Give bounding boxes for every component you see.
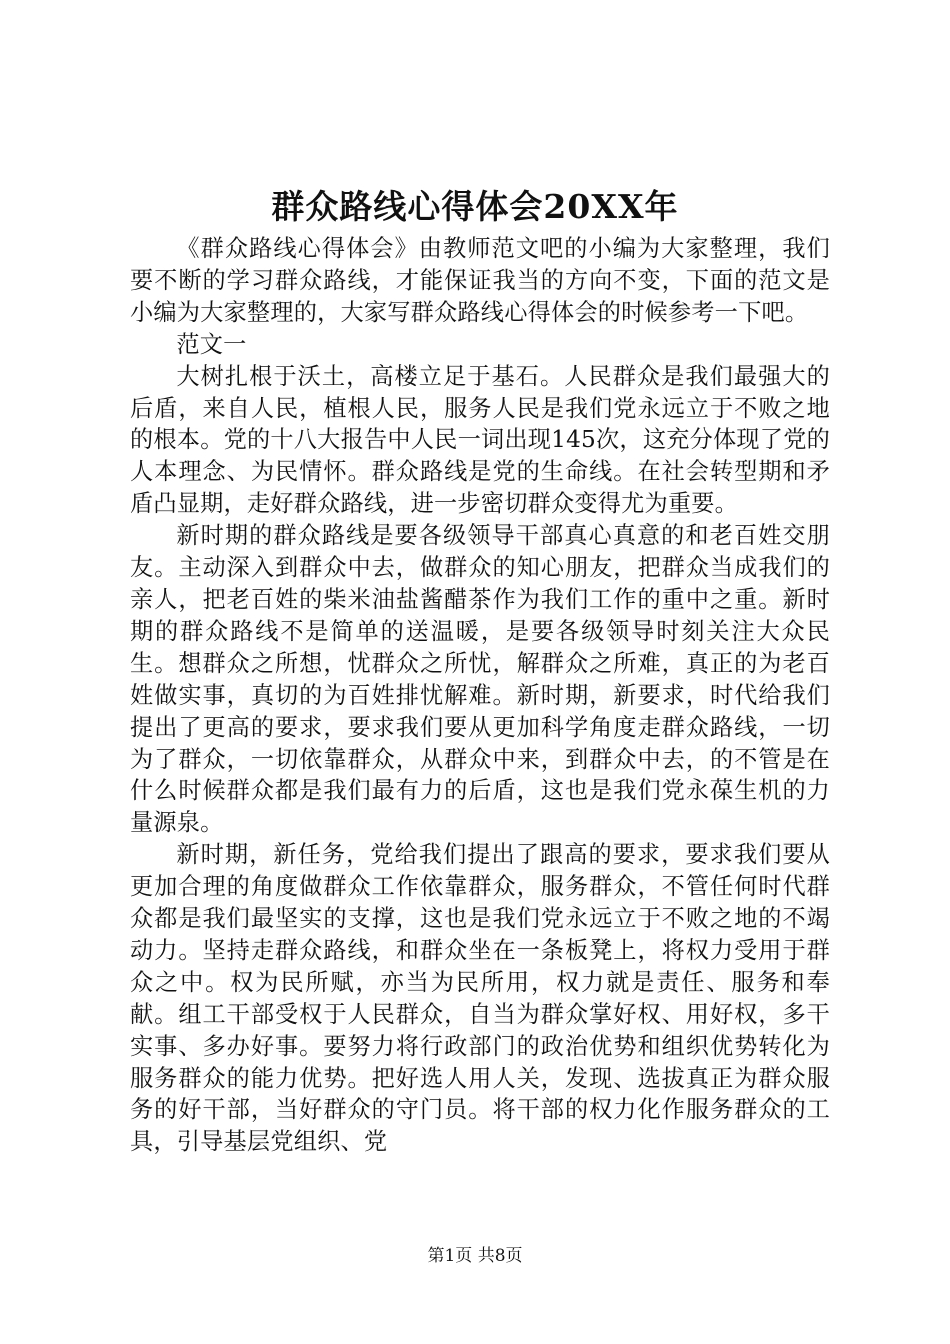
page-title: 群众路线心得体会20XX年 [271, 187, 679, 226]
page-number-footer: 第1页 共8页 [427, 1246, 523, 1266]
paragraph-intro: 《群众路线心得体会》由教师范文吧的小编为大家整理，我们要不断的学习群众路线，才能保证我当的方向不变，下面的范文是小编为大家整理的，大家写群众路线心得体会的时候参考一下吧。 [130, 235, 830, 326]
paragraph-3: 新时期，新任务，党给我们提出了跟高的要求，要求我们要从更加合理的角度做群众工作依靠群众，服务群众，不管任何时代群众都是我们最坚实的支撑，这也是我们党永远立于不败之地的不竭动力。坚持走群众路线，和群众坐在一条板凳上，将权力受用于群众之中。权为民所赋，亦当为民所用，权力就是责任、服务和奉献。组工干部受权于人民群众，自当为群众掌好权、用好权，多干实事、多办好事。要努力将行政部门的政治优势和组织优势转化为服务群众的能力优势。把好选人用人关，发现、选拔真正为群众服务的好干部，当好群众的守门员。将干部的权力化作服务群众的工具，引导基层党组织、党 [130, 841, 830, 1156]
section-heading-sample-one: 范文一 [176, 330, 247, 358]
document-body [130, 233, 830, 1158]
paragraph-1: 大树扎根于沃土，高楼立足于基石。人民群众是我们最强大的后盾，来自人民，植根人民，服务人民是我们党永远立于不败之地的根本。党的十八大报告中人民一词出现145次，这充分体现了党的人本理念、为民情怀。群众路线是党的生命线。在社会转型期和矛盾凸显期，走好群众路线，进一步密切群众变得尤为重要。 [130, 362, 830, 518]
paragraph-2: 新时期的群众路线是要各级领导干部真心真意的和老百姓交朋友。主动深入到群众中去，做群众的知心朋友，把群众当成我们的亲人，把老百姓的柴米油盐酱醋茶作为我们工作的重中之重。新时期的群众路线不是简单的送温暖，是要各级领导时刻关注大众民生。想群众之所想，忧群众之所忧，解群众之所难，真正的为老百姓做实事，真切的为百姓排忧解难。新时期，新要求，时代给我们提出了更高的要求，要求我们要从更加科学角度走群众路线，一切为了群众，一切依靠群众，从群众中来，到群众中去，的不管是在什么时候群众都是我们最有力的后盾，这也是我们党永葆生机的力量源泉。 [130, 522, 830, 837]
